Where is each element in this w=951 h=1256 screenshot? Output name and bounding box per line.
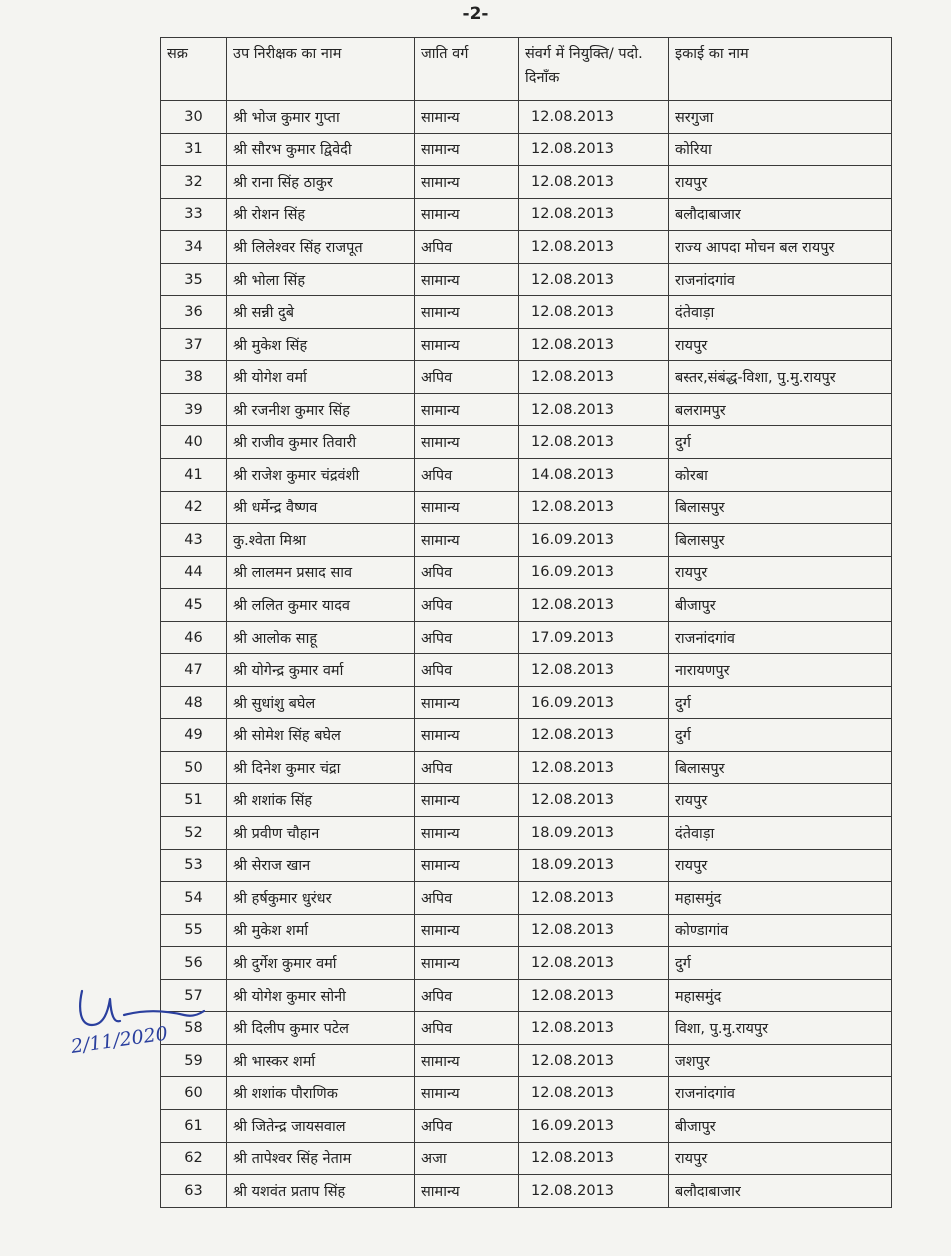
table-row bbox=[161, 979, 892, 1012]
cell-date: 12.08.2013 bbox=[519, 166, 669, 199]
cell-name: श्री हर्षकुमार धुरंधर bbox=[227, 882, 415, 915]
cell-category: अपिव bbox=[415, 1109, 519, 1142]
cell-serial: 53 bbox=[161, 849, 227, 882]
cell-date: 12.08.2013 bbox=[519, 296, 669, 329]
cell-serial: 45 bbox=[161, 589, 227, 622]
cell-serial: 49 bbox=[161, 719, 227, 752]
cell-date: 12.08.2013 bbox=[519, 1142, 669, 1175]
cell-name: श्री राजीव कुमार तिवारी bbox=[227, 426, 415, 459]
cell-serial: 50 bbox=[161, 751, 227, 784]
cell-serial: 39 bbox=[161, 393, 227, 426]
cell-category: सामान्य bbox=[415, 914, 519, 947]
cell-unit: बलौदाबाजार bbox=[669, 198, 892, 231]
cell-date: 12.08.2013 bbox=[519, 882, 669, 915]
cell-category: सामान्य bbox=[415, 849, 519, 882]
cell-category: अपिव bbox=[415, 1012, 519, 1045]
cell-date: 12.08.2013 bbox=[519, 1012, 669, 1045]
cell-serial: 59 bbox=[161, 1044, 227, 1077]
cell-serial: 36 bbox=[161, 296, 227, 329]
cell-name: श्री योगेन्द्र कुमार वर्मा bbox=[227, 654, 415, 687]
cell-date: 12.08.2013 bbox=[519, 947, 669, 980]
inspector-roster-table bbox=[160, 37, 892, 1208]
cell-serial: 43 bbox=[161, 524, 227, 557]
cell-date: 12.08.2013 bbox=[519, 784, 669, 817]
cell-name: श्री धर्मेन्द्र वैष्णव bbox=[227, 491, 415, 524]
table-row bbox=[161, 231, 892, 264]
table-row bbox=[161, 198, 892, 231]
header-unit-name: इकाई का नाम bbox=[669, 38, 892, 101]
cell-category: अपिव bbox=[415, 654, 519, 687]
cell-date: 12.08.2013 bbox=[519, 393, 669, 426]
cell-category: अपिव bbox=[415, 459, 519, 492]
cell-name: श्री राजेश कुमार चंद्रवंशी bbox=[227, 459, 415, 492]
table-row bbox=[161, 393, 892, 426]
cell-serial: 55 bbox=[161, 914, 227, 947]
cell-date: 12.08.2013 bbox=[519, 101, 669, 134]
cell-name: श्री सुधांशु बघेल bbox=[227, 686, 415, 719]
cell-date: 16.09.2013 bbox=[519, 686, 669, 719]
cell-name: श्री प्रवीण चौहान bbox=[227, 817, 415, 850]
cell-category: सामान्य bbox=[415, 1044, 519, 1077]
cell-category: अपिव bbox=[415, 751, 519, 784]
cell-unit: रायपुर bbox=[669, 1142, 892, 1175]
cell-date: 16.09.2013 bbox=[519, 524, 669, 557]
cell-date: 12.08.2013 bbox=[519, 133, 669, 166]
table-row bbox=[161, 849, 892, 882]
cell-date: 14.08.2013 bbox=[519, 459, 669, 492]
cell-serial: 41 bbox=[161, 459, 227, 492]
signature-date: 2/11/2020 bbox=[69, 1022, 170, 1058]
cell-unit: दुर्ग bbox=[669, 426, 892, 459]
table-body bbox=[161, 101, 892, 1208]
cell-category: अपिव bbox=[415, 979, 519, 1012]
cell-unit: कोण्डागांव bbox=[669, 914, 892, 947]
table-row bbox=[161, 263, 892, 296]
cell-category: सामान्य bbox=[415, 393, 519, 426]
cell-unit: रायपुर bbox=[669, 166, 892, 199]
cell-date: 12.08.2013 bbox=[519, 654, 669, 687]
cell-date: 12.08.2013 bbox=[519, 1077, 669, 1110]
table-row bbox=[161, 556, 892, 589]
cell-name: श्री जितेन्द्र जायसवाल bbox=[227, 1109, 415, 1142]
table-row bbox=[161, 784, 892, 817]
cell-unit: महासमुंद bbox=[669, 882, 892, 915]
header-caste-category: जाति वर्ग bbox=[415, 38, 519, 101]
table-row bbox=[161, 166, 892, 199]
cell-date: 12.08.2013 bbox=[519, 979, 669, 1012]
table-header-row bbox=[161, 38, 892, 101]
table-row bbox=[161, 719, 892, 752]
cell-unit: विशा, पु.मु.रायपुर bbox=[669, 1012, 892, 1045]
cell-date: 12.08.2013 bbox=[519, 361, 669, 394]
cell-serial: 33 bbox=[161, 198, 227, 231]
cell-serial: 62 bbox=[161, 1142, 227, 1175]
cell-name: श्री सोमेश सिंह बघेल bbox=[227, 719, 415, 752]
cell-unit: दंतेवाड़ा bbox=[669, 817, 892, 850]
cell-category: सामान्य bbox=[415, 101, 519, 134]
table-row bbox=[161, 1142, 892, 1175]
cell-name: श्री योगेश कुमार सोनी bbox=[227, 979, 415, 1012]
cell-category: अपिव bbox=[415, 882, 519, 915]
cell-unit: कोरबा bbox=[669, 459, 892, 492]
cell-name: श्री भोज कुमार गुप्ता bbox=[227, 101, 415, 134]
cell-unit: नारायणपुर bbox=[669, 654, 892, 687]
table-row bbox=[161, 361, 892, 394]
cell-serial: 38 bbox=[161, 361, 227, 394]
table-row bbox=[161, 947, 892, 980]
cell-name: श्री भोला सिंह bbox=[227, 263, 415, 296]
cell-date: 12.08.2013 bbox=[519, 491, 669, 524]
cell-category: सामान्य bbox=[415, 1175, 519, 1208]
cell-name: श्री सन्नी दुबे bbox=[227, 296, 415, 329]
cell-date: 18.09.2013 bbox=[519, 849, 669, 882]
cell-unit: बस्तर,संबंद्ध-विशा, पु.मु.रायपुर bbox=[669, 361, 892, 394]
cell-category: अपिव bbox=[415, 231, 519, 264]
cell-category: अपिव bbox=[415, 589, 519, 622]
cell-name: कु.श्वेता मिश्रा bbox=[227, 524, 415, 557]
header-appointment-date: संवर्ग में नियुक्ति/ पदो. दिनाँक bbox=[519, 38, 669, 101]
cell-date: 12.08.2013 bbox=[519, 914, 669, 947]
cell-category: सामान्य bbox=[415, 166, 519, 199]
cell-name: श्री ललित कुमार यादव bbox=[227, 589, 415, 622]
cell-name: श्री यशवंत प्रताप सिंह bbox=[227, 1175, 415, 1208]
table-row bbox=[161, 914, 892, 947]
table-row bbox=[161, 133, 892, 166]
cell-unit: रायपुर bbox=[669, 784, 892, 817]
cell-category: सामान्य bbox=[415, 719, 519, 752]
cell-category: सामान्य bbox=[415, 328, 519, 361]
cell-category: सामान्य bbox=[415, 784, 519, 817]
table-row bbox=[161, 817, 892, 850]
cell-serial: 40 bbox=[161, 426, 227, 459]
cell-unit: बलौदाबाजार bbox=[669, 1175, 892, 1208]
cell-serial: 42 bbox=[161, 491, 227, 524]
cell-unit: बीजापुर bbox=[669, 589, 892, 622]
table-row bbox=[161, 686, 892, 719]
cell-category: सामान्य bbox=[415, 686, 519, 719]
cell-unit: दुर्ग bbox=[669, 719, 892, 752]
cell-unit: कोरिया bbox=[669, 133, 892, 166]
cell-unit: राजनांदगांव bbox=[669, 263, 892, 296]
table-row bbox=[161, 426, 892, 459]
cell-date: 12.08.2013 bbox=[519, 426, 669, 459]
cell-category: अपिव bbox=[415, 556, 519, 589]
cell-date: 12.08.2013 bbox=[519, 719, 669, 752]
table-row bbox=[161, 1175, 892, 1208]
cell-date: 12.08.2013 bbox=[519, 263, 669, 296]
cell-category: सामान्य bbox=[415, 263, 519, 296]
cell-name: श्री रोशन सिंह bbox=[227, 198, 415, 231]
cell-unit: रायपुर bbox=[669, 328, 892, 361]
cell-name: श्री मुकेश शर्मा bbox=[227, 914, 415, 947]
cell-serial: 44 bbox=[161, 556, 227, 589]
table-row bbox=[161, 1109, 892, 1142]
cell-date: 18.09.2013 bbox=[519, 817, 669, 850]
cell-serial: 57 bbox=[161, 979, 227, 1012]
table-row bbox=[161, 882, 892, 915]
cell-serial: 58 bbox=[161, 1012, 227, 1045]
cell-serial: 46 bbox=[161, 621, 227, 654]
cell-serial: 47 bbox=[161, 654, 227, 687]
cell-date: 17.09.2013 bbox=[519, 621, 669, 654]
cell-date: 12.08.2013 bbox=[519, 589, 669, 622]
cell-date: 12.08.2013 bbox=[519, 1175, 669, 1208]
table-row bbox=[161, 296, 892, 329]
cell-category: अपिव bbox=[415, 621, 519, 654]
cell-name: श्री तापेश्वर सिंह नेताम bbox=[227, 1142, 415, 1175]
table-row bbox=[161, 654, 892, 687]
cell-serial: 51 bbox=[161, 784, 227, 817]
cell-name: श्री दिलीप कुमार पटेल bbox=[227, 1012, 415, 1045]
cell-unit: जशपुर bbox=[669, 1044, 892, 1077]
cell-category: सामान्य bbox=[415, 133, 519, 166]
table-row bbox=[161, 1077, 892, 1110]
cell-unit: दुर्ग bbox=[669, 947, 892, 980]
cell-unit: रायपुर bbox=[669, 849, 892, 882]
table-row bbox=[161, 459, 892, 492]
cell-serial: 52 bbox=[161, 817, 227, 850]
cell-category: सामान्य bbox=[415, 524, 519, 557]
cell-category: सामान्य bbox=[415, 198, 519, 231]
table-row bbox=[161, 751, 892, 784]
signature-scribble-icon bbox=[64, 985, 214, 1065]
cell-category: सामान्य bbox=[415, 947, 519, 980]
cell-category: सामान्य bbox=[415, 817, 519, 850]
cell-category: सामान्य bbox=[415, 426, 519, 459]
cell-serial: 63 bbox=[161, 1175, 227, 1208]
page-number: -2- bbox=[462, 4, 489, 24]
cell-name: श्री शशांक सिंह bbox=[227, 784, 415, 817]
handwritten-signature bbox=[64, 985, 214, 1069]
table-row bbox=[161, 101, 892, 134]
cell-date: 16.09.2013 bbox=[519, 1109, 669, 1142]
cell-unit: दंतेवाड़ा bbox=[669, 296, 892, 329]
cell-serial: 54 bbox=[161, 882, 227, 915]
cell-name: श्री लालमन प्रसाद साव bbox=[227, 556, 415, 589]
cell-category: अजा bbox=[415, 1142, 519, 1175]
cell-serial: 35 bbox=[161, 263, 227, 296]
table-row bbox=[161, 589, 892, 622]
cell-unit: राजनांदगांव bbox=[669, 621, 892, 654]
cell-name: श्री लिलेश्वर सिंह राजपूत bbox=[227, 231, 415, 264]
cell-unit: राजनांदगांव bbox=[669, 1077, 892, 1110]
header-name: उप निरीक्षक का नाम bbox=[227, 38, 415, 101]
cell-serial: 31 bbox=[161, 133, 227, 166]
cell-date: 12.08.2013 bbox=[519, 198, 669, 231]
cell-name: श्री मुकेश सिंह bbox=[227, 328, 415, 361]
cell-unit: महासमुंद bbox=[669, 979, 892, 1012]
cell-date: 12.08.2013 bbox=[519, 1044, 669, 1077]
cell-serial: 48 bbox=[161, 686, 227, 719]
cell-unit: रायपुर bbox=[669, 556, 892, 589]
cell-name: श्री दुर्गेश कुमार वर्मा bbox=[227, 947, 415, 980]
cell-date: 16.09.2013 bbox=[519, 556, 669, 589]
cell-serial: 60 bbox=[161, 1077, 227, 1110]
cell-name: श्री शशांक पौराणिक bbox=[227, 1077, 415, 1110]
cell-unit: बलरामपुर bbox=[669, 393, 892, 426]
table-row bbox=[161, 621, 892, 654]
cell-name: श्री आलोक साहू bbox=[227, 621, 415, 654]
cell-unit: राज्य आपदा मोचन बल रायपुर bbox=[669, 231, 892, 264]
cell-name: श्री रजनीश कुमार सिंह bbox=[227, 393, 415, 426]
cell-date: 12.08.2013 bbox=[519, 231, 669, 264]
cell-name: श्री दिनेश कुमार चंद्रा bbox=[227, 751, 415, 784]
cell-unit: दुर्ग bbox=[669, 686, 892, 719]
cell-serial: 37 bbox=[161, 328, 227, 361]
cell-serial: 56 bbox=[161, 947, 227, 980]
cell-unit: बिलासपुर bbox=[669, 491, 892, 524]
cell-serial: 34 bbox=[161, 231, 227, 264]
cell-unit: बिलासपुर bbox=[669, 524, 892, 557]
cell-name: श्री सौरभ कुमार द्विवेदी bbox=[227, 133, 415, 166]
cell-date: 12.08.2013 bbox=[519, 751, 669, 784]
table-row bbox=[161, 1012, 892, 1045]
cell-unit: सरगुजा bbox=[669, 101, 892, 134]
cell-date: 12.08.2013 bbox=[519, 328, 669, 361]
cell-unit: बीजापुर bbox=[669, 1109, 892, 1142]
cell-name: श्री राना सिंह ठाकुर bbox=[227, 166, 415, 199]
table-row bbox=[161, 1044, 892, 1077]
cell-serial: 30 bbox=[161, 101, 227, 134]
table-row bbox=[161, 524, 892, 557]
cell-name: श्री सेराज खान bbox=[227, 849, 415, 882]
cell-category: सामान्य bbox=[415, 1077, 519, 1110]
cell-serial: 61 bbox=[161, 1109, 227, 1142]
cell-unit: बिलासपुर bbox=[669, 751, 892, 784]
cell-serial: 32 bbox=[161, 166, 227, 199]
header-serial: सक्र bbox=[161, 38, 227, 101]
table-row bbox=[161, 491, 892, 524]
cell-category: अपिव bbox=[415, 361, 519, 394]
cell-category: सामान्य bbox=[415, 296, 519, 329]
cell-name: श्री भास्कर शर्मा bbox=[227, 1044, 415, 1077]
cell-name: श्री योगेश वर्मा bbox=[227, 361, 415, 394]
cell-category: सामान्य bbox=[415, 491, 519, 524]
table-row bbox=[161, 328, 892, 361]
